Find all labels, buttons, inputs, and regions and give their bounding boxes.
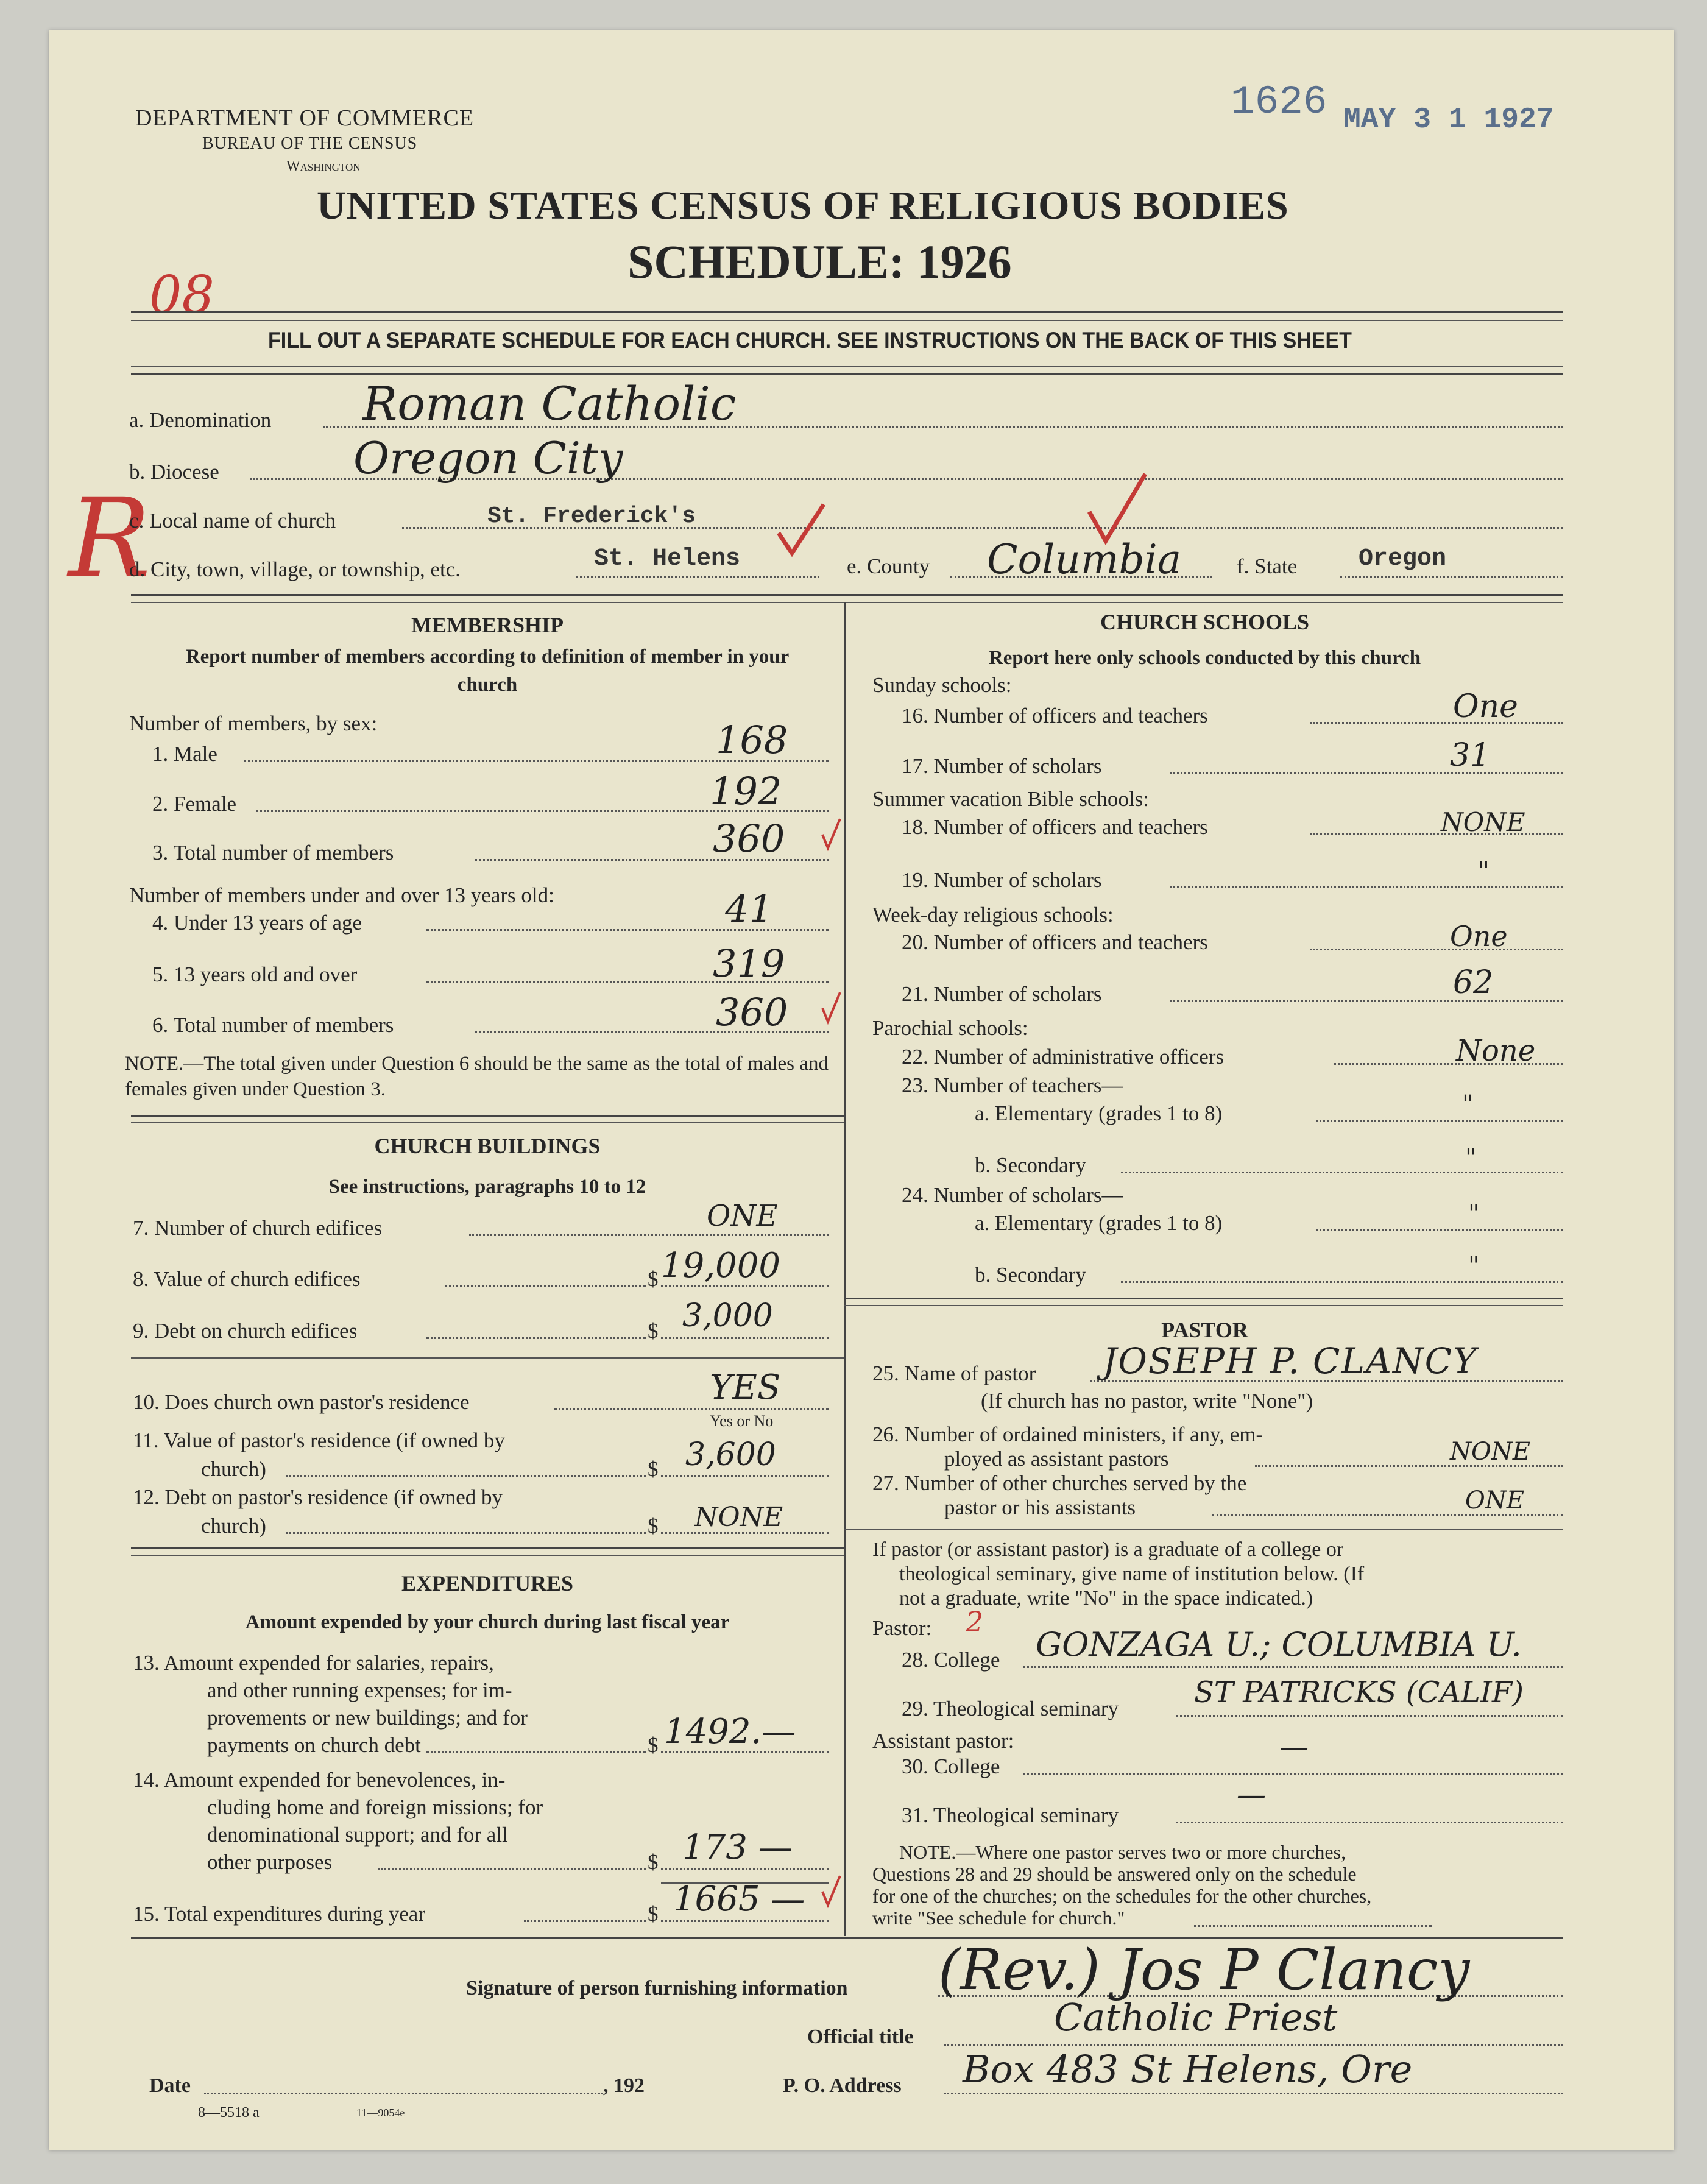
q16-label: 16. Number of officers and teachers — [902, 704, 1208, 727]
pastor-note-4: write "See schedule for church." — [872, 1907, 1125, 1929]
q5-value[interactable]: 319 — [713, 941, 785, 986]
membership-intro: Report number of members according to definition of member in your church — [185, 646, 790, 696]
answer-line — [1170, 1000, 1563, 1002]
form-number: 8—5518 a — [198, 2105, 260, 2121]
q4-value[interactable]: 41 — [725, 886, 773, 931]
answer-line — [1310, 722, 1563, 724]
diocese-value[interactable]: Oregon City — [353, 433, 623, 484]
q25-label: 25. Name of pastor — [872, 1362, 1036, 1385]
dollar-sign: $ — [648, 1319, 659, 1343]
denomination-value[interactable]: Roman Catholic — [362, 376, 737, 431]
pastor-label: Pastor: — [872, 1616, 932, 1640]
graduate-note-3: not a graduate, write "No" in the space indicated.) — [899, 1587, 1313, 1610]
q22-label: 22. Number of administrative officers — [902, 1045, 1225, 1069]
bureau-name: BUREAU OF THE CENSUS — [202, 134, 418, 153]
answer-line — [1023, 1666, 1563, 1668]
po-address-label: P. O. Address — [783, 2074, 902, 2097]
answer-line — [445, 1285, 646, 1287]
answer-line — [469, 1234, 829, 1236]
rule — [844, 1305, 1563, 1306]
yes-or-no-hint: Yes or No — [710, 1412, 774, 1430]
rule — [131, 1115, 844, 1117]
received-date-stamp: MAY 3 1 1927 — [1343, 104, 1554, 136]
q13-value[interactable]: 1492.— — [664, 1712, 796, 1751]
q2-value[interactable]: 192 — [710, 769, 782, 813]
q10-label: 10. Does church own pastor's residence — [133, 1390, 470, 1414]
state-value[interactable]: Oregon — [1359, 545, 1447, 573]
church-schools-intro: Report here only schools conducted by this church — [988, 647, 1421, 669]
answer-line — [286, 1532, 646, 1534]
rule — [131, 366, 1563, 367]
answer-line — [1121, 1281, 1563, 1283]
dollar-sign: $ — [648, 1902, 659, 1926]
graduate-note-1: If pastor (or assistant pastor) is a graduate of a college or — [872, 1538, 1344, 1561]
q23a-label: a. Elementary (grades 1 to 8) — [975, 1101, 1223, 1125]
q11-label-cont: church) — [201, 1457, 266, 1481]
q20-value[interactable]: One — [1450, 920, 1508, 953]
weekday-schools-label: Week-day religious schools: — [872, 903, 1114, 927]
answer-line — [576, 576, 819, 578]
q26-value[interactable]: NONE — [1450, 1438, 1530, 1466]
answer-line — [554, 1408, 829, 1410]
pastor-note-1: NOTE.—Where one pastor serves two or more churches, — [899, 1841, 1346, 1863]
q19-value[interactable]: " — [1477, 856, 1490, 887]
q30-value[interactable]: — — [1279, 1730, 1309, 1764]
red-pencil-mark-08: 08 — [149, 265, 214, 325]
state-label: f. State — [1237, 554, 1298, 578]
answer-line — [944, 2044, 1563, 2046]
answer-line — [1316, 1120, 1563, 1122]
answer-line — [204, 2093, 603, 2094]
q30-label: 30. College — [902, 1755, 1000, 1778]
pastor-section — [847, 1317, 1563, 1343]
q28-value[interactable]: GONZAGA U.; COLUMBIA U. — [1036, 1625, 1522, 1664]
parochial-schools-label: Parochial schools: — [872, 1016, 1028, 1040]
q9-label: 9. Debt on church edifices — [133, 1319, 358, 1343]
expenditures-intro: Amount expended by your church during last fiscal year — [245, 1611, 730, 1633]
rule — [844, 1298, 1563, 1299]
buildings-intro: See instructions, paragraphs 10 to 12 — [328, 1176, 646, 1198]
local-name-label: c. Local name of church — [129, 509, 336, 532]
signature-value[interactable]: (Rev.) Jos P Clancy — [938, 1937, 1470, 2002]
q24a-label: a. Elementary (grades 1 to 8) — [975, 1211, 1223, 1235]
q23a-value[interactable]: " — [1462, 1090, 1474, 1119]
church-schools-section — [847, 609, 1563, 635]
date-label: Date — [149, 2074, 191, 2097]
q1-value[interactable]: 168 — [716, 718, 788, 762]
q6-label: 6. Total number of members — [152, 1013, 394, 1037]
buildings-section — [131, 1133, 844, 1159]
rule — [131, 594, 1563, 596]
sunday-schools-label: Sunday schools: — [872, 673, 1012, 697]
answer-line — [1170, 886, 1563, 888]
q25-note: (If church has no pastor, write "None") — [981, 1389, 1313, 1413]
dollar-sign: $ — [648, 1457, 659, 1481]
church-schools-title: CHURCH SCHOOLS — [1100, 610, 1310, 634]
q27-label-cont: pastor or his assistants — [944, 1496, 1136, 1519]
q22-value[interactable]: None — [1456, 1034, 1536, 1068]
dollar-sign: $ — [648, 1733, 659, 1757]
red-check-mark — [819, 816, 844, 853]
red-pencil-mark-2: 2 — [966, 1605, 984, 1638]
answer-line — [378, 1868, 646, 1870]
q3-value[interactable]: 360 — [713, 816, 785, 861]
stamp-number: 1626 — [1231, 79, 1327, 125]
official-title-value[interactable]: Catholic Priest — [1054, 1995, 1338, 2040]
q27-label: 27. Number of other churches served by the — [872, 1471, 1247, 1495]
q7-value[interactable]: ONE — [707, 1199, 778, 1233]
rule — [131, 1547, 844, 1549]
members-by-age-label: Number of members under and over 13 years old: — [129, 883, 554, 907]
q29-value[interactable]: ST PATRICKS (CALIF) — [1194, 1675, 1524, 1709]
form-title: UNITED STATES CENSUS OF RELIGIOUS BODIES — [317, 183, 1289, 228]
q31-label: 31. Theological seminary — [902, 1803, 1119, 1827]
schedule-title: SCHEDULE: 1926 — [627, 235, 1012, 288]
q10-value[interactable]: YES — [710, 1368, 781, 1407]
q14-line1: 14. Amount expended for benevolences, in- — [133, 1768, 506, 1792]
q13-line1: 13. Amount expended for salaries, repairs, — [133, 1651, 494, 1675]
rule — [131, 320, 1563, 321]
county-value[interactable]: Columbia — [987, 536, 1182, 583]
rule — [844, 1529, 1563, 1530]
q28-label: 28. College — [902, 1648, 1000, 1672]
red-check-mark — [819, 1873, 844, 1910]
official-title-label: Official title — [807, 2026, 914, 2048]
q8-label: 8. Value of church edifices — [133, 1267, 361, 1291]
column-divider — [844, 602, 846, 1936]
city-label: d. City, town, village, or township, etc. — [129, 557, 461, 581]
q4-label: 4. Under 13 years of age — [152, 911, 362, 935]
answer-line — [524, 1920, 646, 1922]
answer-line — [1340, 576, 1563, 578]
membership-note: NOTE.—The total given under Question 6 should be the same as the total of males and females given under Question 3. — [125, 1053, 829, 1100]
red-check-mark — [1084, 469, 1151, 548]
q15-label: 15. Total expenditures during year — [133, 1902, 425, 1926]
expenditures-title: EXPENDITURES — [401, 1571, 574, 1596]
q12-label: 12. Debt on pastor's residence (if owned by — [133, 1485, 503, 1509]
q14-line3: denominational support; and for all — [207, 1823, 508, 1847]
q14-line2: cluding home and foreign missions; for — [207, 1795, 543, 1819]
q21-value[interactable]: 62 — [1453, 964, 1494, 1001]
q17-value[interactable]: 31 — [1450, 737, 1491, 774]
pastor-note-3: for one of the churches; on the schedules for the other churches, — [872, 1885, 1372, 1907]
q11-value[interactable]: 3,600 — [685, 1437, 776, 1473]
fill-out-instruction: FILL OUT A SEPARATE SCHEDULE FOR EACH CHURCH. SEE INSTRUCTIONS ON THE BACK OF THIS SHEET — [268, 328, 1352, 353]
red-check-mark — [819, 990, 844, 1027]
bureau-city: Washington — [286, 158, 361, 174]
answer-line — [426, 1751, 646, 1753]
rule — [131, 602, 1563, 603]
q14-line4: other purposes — [207, 1850, 333, 1874]
answer-line — [1176, 1715, 1563, 1717]
q11-label: 11. Value of pastor's residence (if owned by — [133, 1429, 505, 1452]
red-pencil-mark-r: R — [68, 475, 151, 603]
q7-label: 7. Number of church edifices — [133, 1216, 383, 1240]
answer-line — [661, 1285, 829, 1287]
answer-line — [1170, 772, 1563, 774]
answer-line — [1194, 1925, 1432, 1927]
red-check-mark — [774, 500, 829, 560]
q5-label: 5. 13 years old and over — [152, 963, 358, 986]
rule — [131, 373, 1563, 375]
rule — [131, 311, 1563, 313]
rule — [131, 1122, 844, 1123]
answer-line — [661, 1920, 829, 1922]
q8-value[interactable]: 19,000 — [661, 1246, 780, 1285]
buildings-title: CHURCH BUILDINGS — [374, 1134, 601, 1158]
dollar-sign: $ — [648, 1267, 659, 1291]
rule — [131, 1555, 844, 1556]
membership-section — [131, 609, 844, 638]
date-year: , 192 — [603, 2074, 645, 2097]
dollar-sign: $ — [648, 1514, 659, 1538]
answer-line — [286, 1475, 646, 1477]
q13-line3: provements or new buildings; and for — [207, 1706, 528, 1730]
expenditures-section — [131, 1571, 844, 1596]
q14-value[interactable]: 173 — — [682, 1828, 793, 1867]
answer-line — [1310, 949, 1563, 950]
signature-label: Signature of person furnishing information — [466, 1977, 848, 1999]
graduate-note-2: theological seminary, give name of institution below. (If — [899, 1563, 1365, 1585]
q2-label: 2. Female — [152, 792, 237, 816]
answer-line — [944, 2093, 1563, 2094]
local-name-value[interactable]: St. Frederick's — [487, 503, 696, 529]
q27-value[interactable]: ONE — [1465, 1486, 1524, 1514]
answer-line — [661, 1751, 829, 1753]
answer-line — [1023, 1773, 1563, 1775]
q24b-label: b. Secondary — [975, 1263, 1086, 1287]
pastor-name-value[interactable]: JOSEPH P. CLANCY — [1103, 1340, 1478, 1382]
q21-label: 21. Number of scholars — [902, 982, 1102, 1006]
department-name: DEPARTMENT OF COMMERCE — [135, 105, 475, 131]
print-number: 11—9054e — [356, 2107, 405, 2119]
q26-label-cont: ployed as assistant pastors — [944, 1447, 1169, 1471]
q18-value[interactable]: NONE — [1441, 807, 1525, 837]
q23-label: 23. Number of teachers— — [902, 1073, 1123, 1097]
q6-value[interactable]: 360 — [716, 990, 788, 1034]
answer-line — [1316, 1229, 1563, 1231]
dollar-sign: $ — [648, 1850, 659, 1874]
pastor-title: PASTOR — [1161, 1318, 1248, 1342]
answer-line — [426, 1337, 646, 1339]
q17-label: 17. Number of scholars — [902, 754, 1102, 778]
q24b-value[interactable]: " — [1468, 1252, 1480, 1280]
county-label: e. County — [847, 554, 930, 578]
answer-line — [1176, 1822, 1563, 1823]
q19-label: 19. Number of scholars — [902, 868, 1102, 892]
pastor-note-2: Questions 28 and 29 should be answered only on the schedule — [872, 1863, 1357, 1885]
denomination-label: a. Denomination — [129, 408, 272, 432]
q16-value[interactable]: One — [1453, 688, 1518, 725]
po-address-value[interactable]: Box 483 St Helens, Ore — [963, 2047, 1413, 2091]
q3-label: 3. Total number of members — [152, 841, 394, 864]
answer-line — [661, 1475, 829, 1477]
answer-line — [661, 1868, 829, 1870]
answer-line — [661, 1337, 829, 1339]
q29-label: 29. Theological seminary — [902, 1697, 1119, 1720]
q13-line2: and other running expenses; for im- — [207, 1678, 512, 1702]
q31-value[interactable]: — — [1237, 1778, 1266, 1812]
q9-value[interactable]: 3,000 — [682, 1298, 773, 1334]
diocese-label: b. Diocese — [129, 460, 219, 484]
q1-label: 1. Male — [152, 742, 217, 766]
members-by-sex-label: Number of members, by sex: — [129, 712, 378, 735]
q24-label: 24. Number of scholars— — [902, 1183, 1123, 1207]
q18-label: 18. Number of officers and teachers — [902, 815, 1208, 839]
membership-title: MEMBERSHIP — [411, 613, 564, 637]
city-value[interactable]: St. Helens — [594, 545, 741, 573]
assistant-pastor-label: Assistant pastor: — [872, 1729, 1014, 1753]
q20-label: 20. Number of officers and teachers — [902, 930, 1208, 954]
q12-label-cont: church) — [201, 1514, 266, 1538]
q26-label: 26. Number of ordained ministers, if any, em- — [872, 1422, 1263, 1446]
summer-schools-label: Summer vacation Bible schools: — [872, 787, 1149, 811]
q15-value[interactable]: 1665 — — [673, 1879, 805, 1919]
answer-line — [1121, 1172, 1563, 1173]
q24a-value[interactable]: " — [1468, 1200, 1480, 1228]
q12-value[interactable]: NONE — [694, 1502, 783, 1533]
rule — [131, 1357, 844, 1359]
q13-line4: payments on church debt — [207, 1733, 421, 1757]
q23b-value[interactable]: " — [1465, 1144, 1477, 1172]
q23b-label: b. Secondary — [975, 1153, 1086, 1177]
